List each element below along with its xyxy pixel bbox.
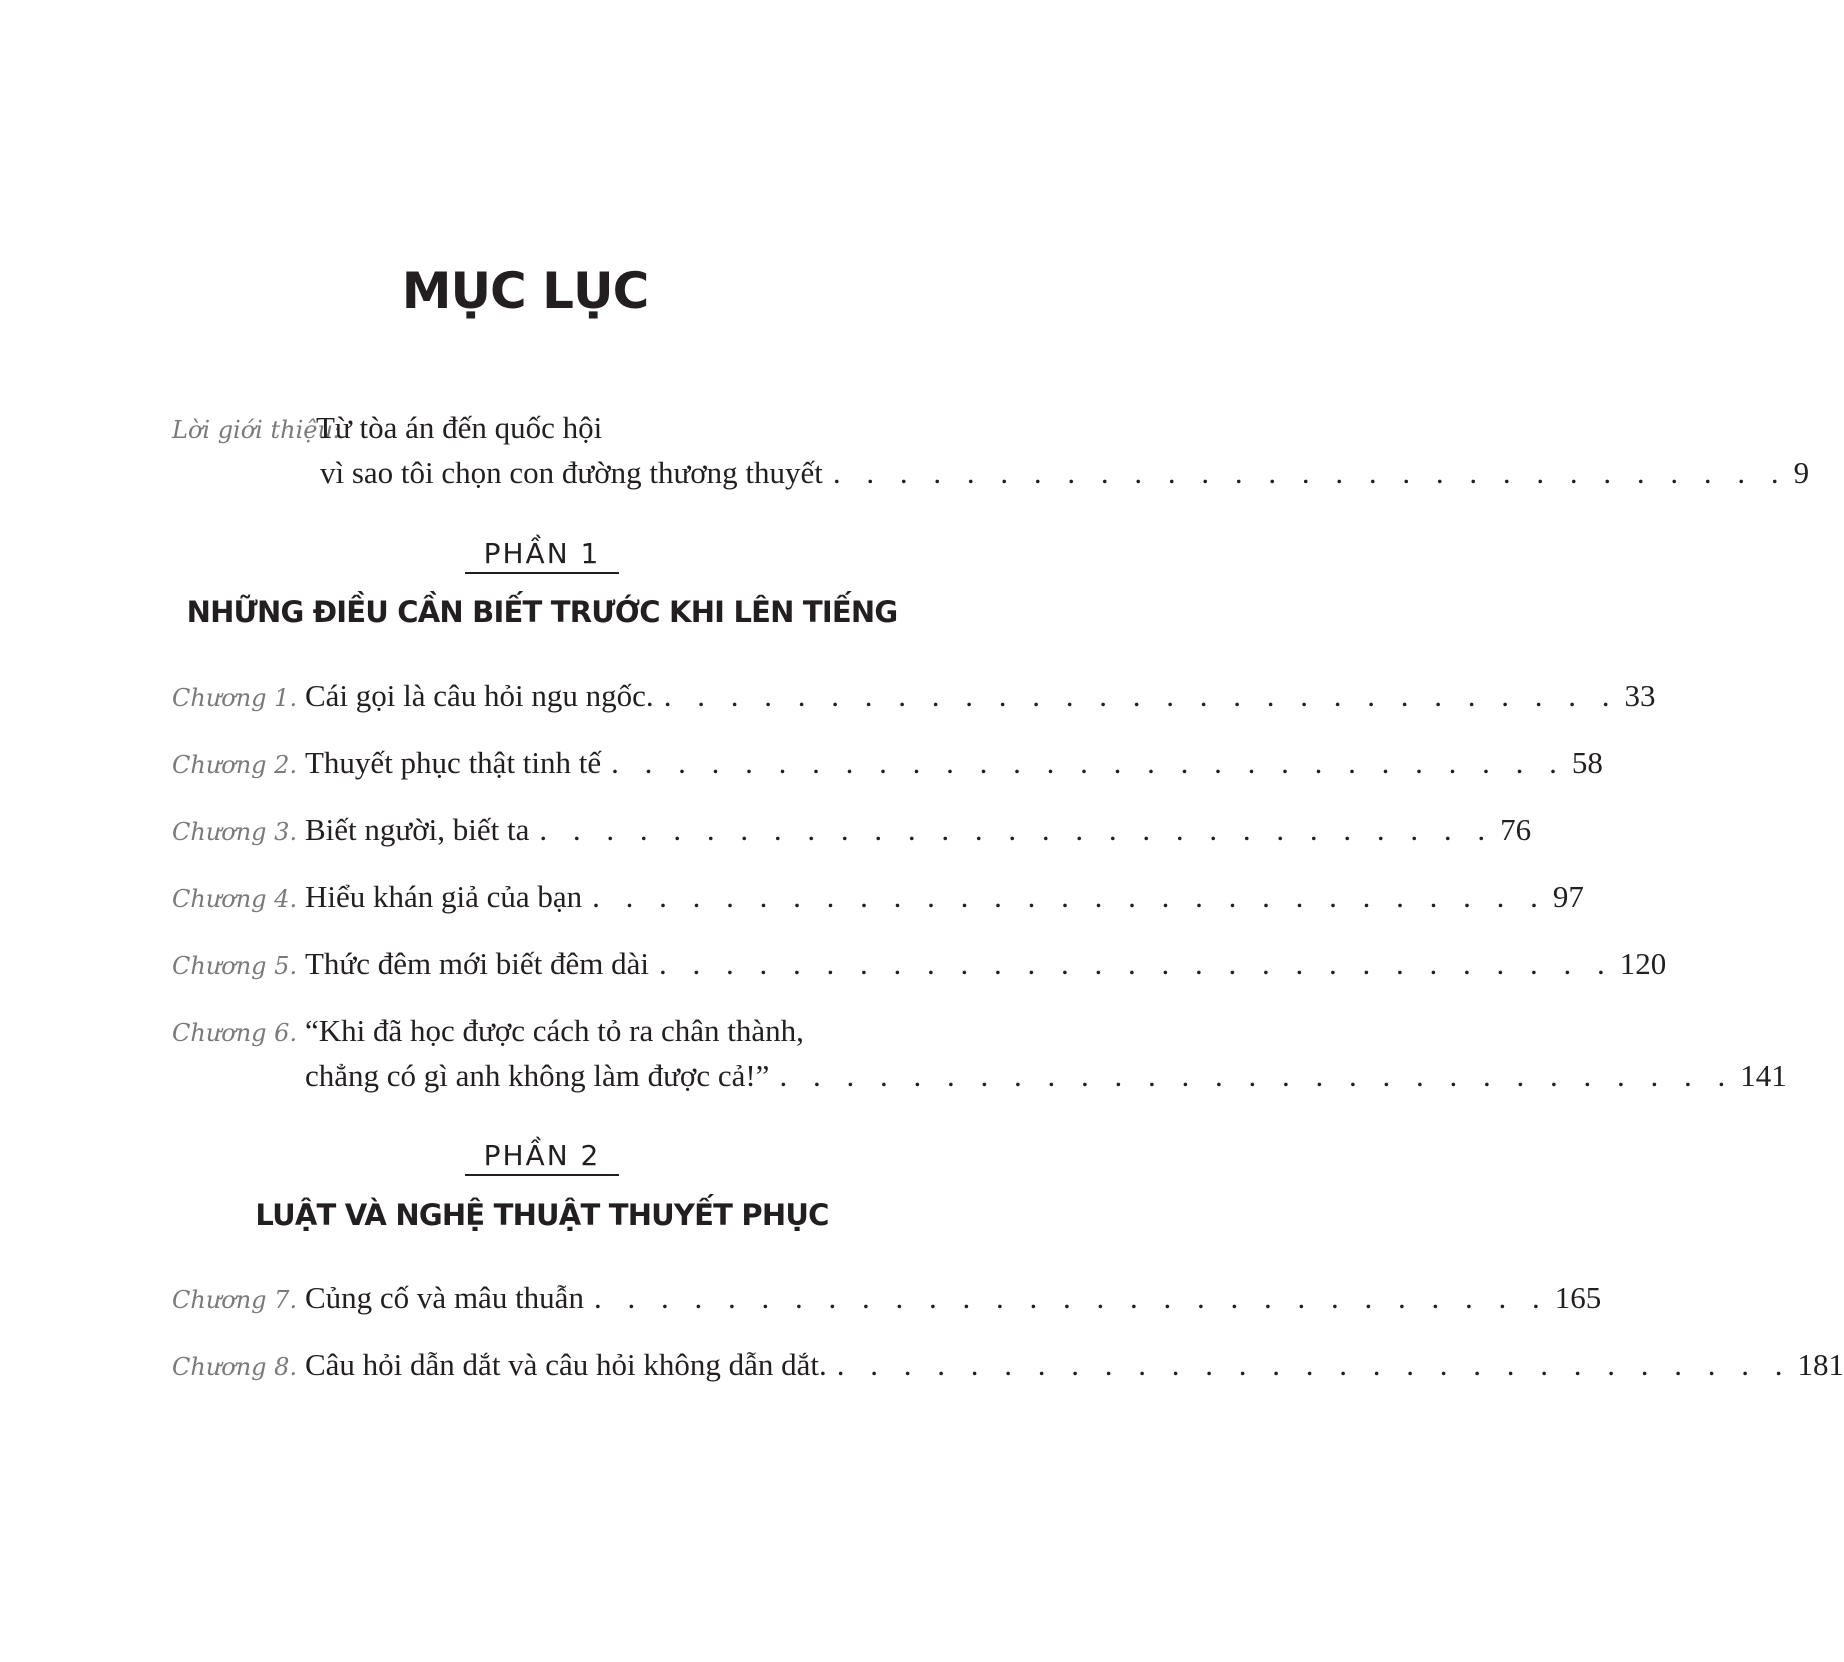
chapter-5-title: Thức đêm mới biết đêm dài: [305, 946, 649, 981]
dot-leader: . . . . . . . . . . . . . . . . . . . . . . . . . . . . .: [539, 812, 1495, 847]
dot-leader: . . . . . . . . . . . . . . . . . . . . . . . . . . . . .: [593, 1280, 1549, 1315]
chapter-7-label: Chương 7.: [172, 1286, 298, 1314]
dot-leader: . . . . . . . . . . . . . . . . . . . . . . . . . . . . .: [592, 879, 1547, 914]
dot-leader: . . . . . . . . . . . . . . . . . . . . . . . . . . . . .: [611, 745, 1566, 780]
chapter-6-page-number: 141: [1740, 1058, 1787, 1093]
chapter-3-row[interactable]: [305, 812, 1532, 852]
chapter-2-label: Chương 2.: [172, 751, 298, 779]
intro-title-row[interactable]: [320, 455, 1810, 495]
intro-title-line2: vì sao tôi chọn con đường thương thuyết: [320, 455, 823, 490]
dot-leader: . . . . . . . . . . . . . . . . . . . . . . . . . . . . .: [836, 1347, 1792, 1382]
part-2-label: PHẦN 2: [465, 1139, 619, 1176]
chapter-8-row[interactable]: [305, 1347, 1844, 1387]
chapter-5-page-number: 120: [1619, 946, 1667, 981]
intro-label: Lời giới thiệu:: [172, 416, 342, 444]
chapter-2-title: Thuyết phục thật tinh tế: [305, 745, 602, 780]
chapter-6-label: Chương 6.: [172, 1019, 298, 1047]
intro-title-line1: Từ tòa án đến quốc hội: [316, 410, 603, 445]
chapter-7-title: Củng cố và mâu thuẫn: [305, 1280, 584, 1315]
chapter-8-page-number: 181: [1797, 1347, 1844, 1382]
dot-leader: . . . . . . . . . . . . . . . . . . . . . . . . . . . . .: [832, 455, 1788, 490]
dot-leader: . . . . . . . . . . . . . . . . . . . . . . . . . . . . .: [779, 1058, 1735, 1093]
chapter-6-row[interactable]: [305, 1058, 1787, 1098]
intro-page-number: 9: [1793, 455, 1810, 490]
part-1-title: NHỮNG ĐIỀU CẦN BIẾT TRƯỚC KHI LÊN TIẾNG: [186, 595, 898, 629]
chapter-3-title: Biết người, biết ta: [305, 812, 530, 847]
chapter-5-label: Chương 5.: [172, 952, 298, 980]
chapter-3-label: Chương 3.: [172, 818, 298, 846]
chapter-5-row[interactable]: [305, 946, 1667, 986]
chapter-7-row[interactable]: [305, 1280, 1602, 1320]
chapter-8-title: Câu hỏi dẫn dắt và câu hỏi không dẫn dắt.: [305, 1347, 827, 1382]
chapter-4-row[interactable]: [305, 879, 1584, 919]
chapter-6-title-line2: chẳng có gì anh không làm được cả!”: [305, 1058, 770, 1093]
chapter-6-title-line1: “Khi đã học được cách tỏ ra chân thành,: [305, 1013, 804, 1048]
chapter-7-page-number: 165: [1554, 1280, 1602, 1315]
chapter-2-page-number: 58: [1571, 745, 1603, 780]
part-1-label: PHẦN 1: [465, 537, 619, 574]
chapter-3-page-number: 76: [1500, 812, 1532, 847]
chapter-4-label: Chương 4.: [172, 885, 298, 913]
chapter-1-title: Cái gọi là câu hỏi ngu ngốc.: [305, 678, 654, 713]
chapter-8-label: Chương 8.: [172, 1353, 298, 1381]
page-title: MỤC LỤC: [401, 262, 649, 320]
part-2-title: LUẬT VÀ NGHỆ THUẬT THUYẾT PHỤC: [255, 1198, 829, 1232]
dot-leader: . . . . . . . . . . . . . . . . . . . . . . . . . . . . .: [663, 678, 1619, 713]
chapter-4-page-number: 97: [1552, 879, 1584, 914]
chapter-1-label: Chương 1.: [172, 684, 298, 712]
chapter-2-row[interactable]: [305, 745, 1603, 785]
dot-leader: . . . . . . . . . . . . . . . . . . . . . . . . . . . . .: [658, 946, 1614, 981]
chapter-1-row[interactable]: [305, 678, 1656, 718]
chapter-4-title: Hiểu khán giả của bạn: [305, 879, 583, 914]
chapter-1-page-number: 33: [1624, 678, 1656, 713]
